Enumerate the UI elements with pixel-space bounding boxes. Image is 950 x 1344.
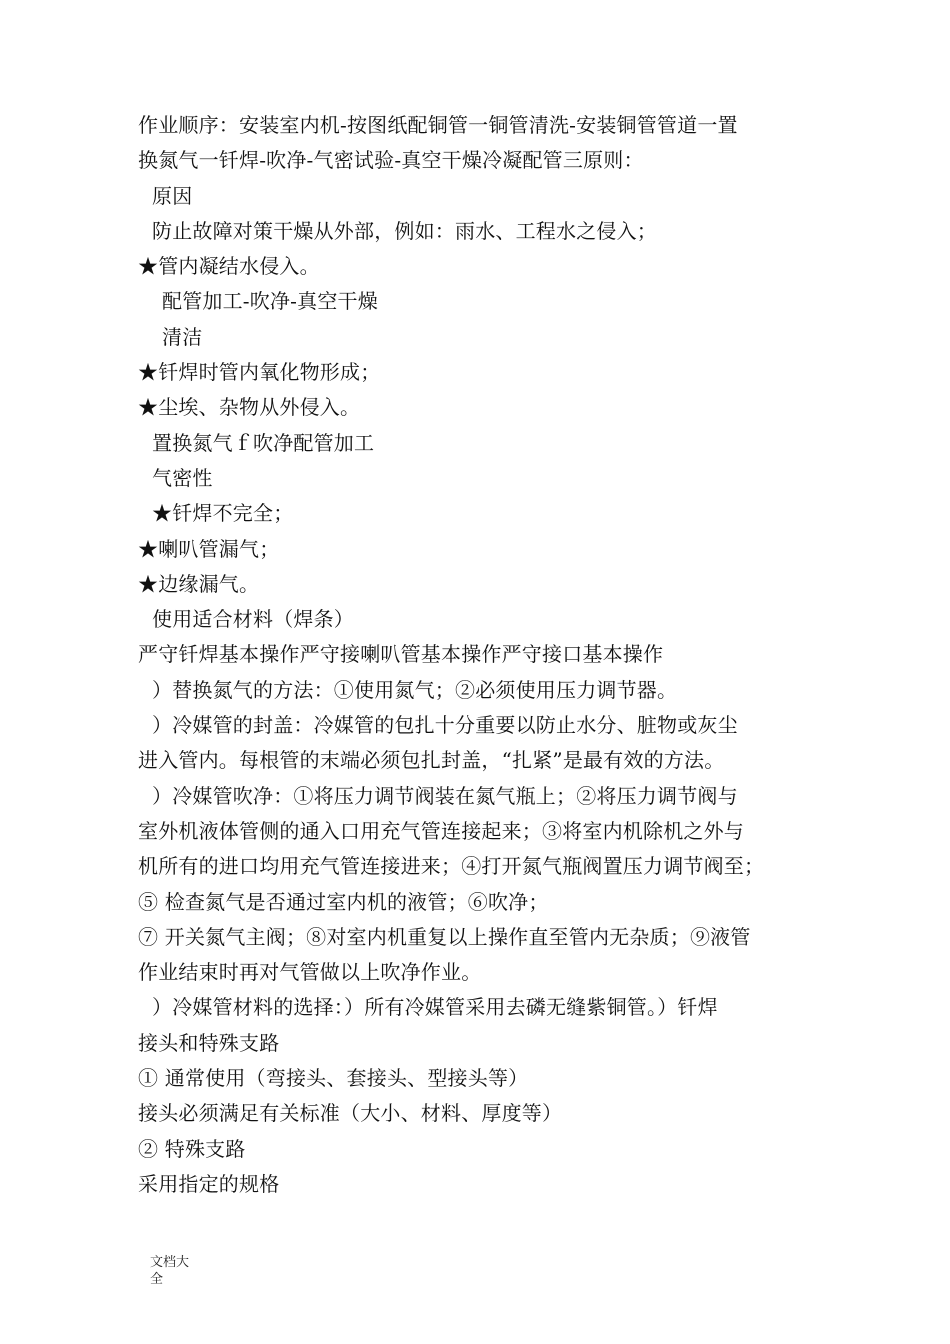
footer-text-line-1: 文档大: [150, 1255, 190, 1270]
text-line: 作业结束时再对气管做以上吹净作业。: [138, 960, 482, 985]
text-line: 室外机液体管侧的通入口用充气管连接起来；③将室内机除机之外与: [138, 818, 744, 843]
text-line: 接头必须满足有关标准（大小、材料、厚度等）: [138, 1101, 563, 1126]
text-line: ⑤ 检查氮气是否通过室内机的液管；⑥吹净；: [138, 889, 549, 914]
text-line: 使用适合材料（焊条）: [152, 607, 354, 632]
text-line: ① 通常使用（弯接头、套接头、型接头等）: [138, 1066, 529, 1091]
document-body: [138, 108, 838, 1202]
text-line: 接头和特殊支路: [138, 1030, 280, 1055]
text-line: ★尘埃、杂物从外侵入。: [138, 395, 361, 420]
text-line: 防止故障对策干燥从外部，例如：雨水、工程水之侵入；: [152, 218, 657, 243]
text-line: 清洁: [162, 324, 203, 349]
text-line: ）替换氮气的方法：①使用氮气；②必须使用压力调节器。: [152, 677, 678, 702]
text-line: 原因: [152, 183, 193, 208]
text-line: ★管内凝结水侵入。: [138, 254, 320, 279]
text-line: ② 特殊支路: [138, 1136, 246, 1161]
text-line: 配管加工-吹净-真空干燥: [162, 289, 378, 314]
text-line: ）冷媒管材料的选择：）所有冷媒管采用去磷无缝紫铜管。）钎焊: [152, 995, 718, 1020]
text-line: 置换氮气ｆ吹净配管加工: [152, 430, 375, 455]
text-line: 严守钎焊基本操作严守接喇叭管基本操作严守接口基本操作: [138, 642, 664, 667]
text-line: 采用指定的规格: [138, 1171, 280, 1196]
text-line: 气密性: [152, 465, 213, 490]
text-line: 进入管内。每根管的末端必须包扎封盖，“扎紧”是最有效的方法。: [138, 748, 725, 773]
text-line: 换氮气一钎焊-吹净-气密试验-真空干燥冷凝配管三原则：: [138, 148, 644, 173]
text-line: 机所有的进口均用充气管连接进来；④打开氮气瓶阀置压力调节阀至；: [138, 854, 765, 879]
text-line: ⑦ 开关氮气主阀；⑧对室内机重复以上操作直至管内无杂质；⑨液管: [138, 924, 751, 949]
text-line: ）冷媒管吹净：①将压力调节阀装在氮气瓶上；②将压力调节阀与: [152, 783, 738, 808]
text-line: 作业顺序：安装室内机-按图纸配铜管一铜管清洗-安装铜管管道一置: [138, 113, 738, 137]
page-footer: [150, 1254, 200, 1288]
text-line: ★钎焊时管内氧化物形成；: [138, 360, 381, 385]
text-line: ）冷媒管的封盖：冷媒管的包扎十分重要以防止水分、脏物或灰尘: [152, 713, 738, 738]
text-line: ★边缘漏气。: [138, 571, 260, 596]
text-line: ★喇叭管漏气；: [138, 536, 280, 561]
text-line: ★钎焊不完全；: [152, 501, 294, 526]
footer-text-line-2: 全: [150, 1272, 164, 1287]
